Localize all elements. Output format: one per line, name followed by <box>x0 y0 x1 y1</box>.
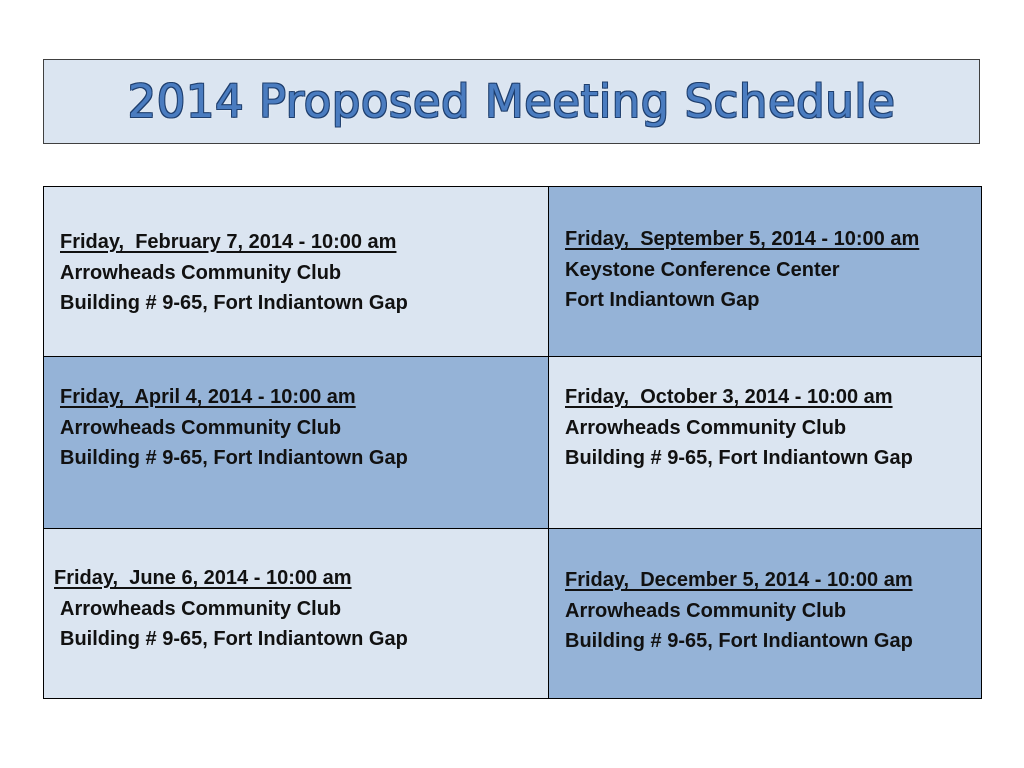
schedule-cell-april <box>44 357 549 529</box>
meeting-date: Friday, September 5, 2014 - 10:00 am <box>565 228 920 250</box>
meeting-venue: Keystone Conference Center <box>565 258 840 281</box>
meeting-venue: Arrowheads Community Club <box>565 416 847 439</box>
schedule-cell-september <box>549 187 981 357</box>
schedule-cell-december <box>549 529 981 698</box>
meeting-entry <box>565 224 919 316</box>
meeting-venue: Arrowheads Community Club <box>60 416 342 439</box>
page-title: 2014 Proposed Meeting Schedule <box>127 75 896 128</box>
schedule-cell-october <box>549 357 981 529</box>
meeting-date: Friday, February 7, 2014 - 10:00 am <box>60 231 397 253</box>
meeting-address: Building # 9-65, Fort Indiantown Gap <box>565 630 913 652</box>
meeting-venue: Arrowheads Community Club <box>60 597 342 620</box>
meeting-entry <box>60 382 408 474</box>
meeting-address: Building # 9-65, Fort Indiantown Gap <box>60 628 408 650</box>
meeting-address: Building # 9-65, Fort Indiantown Gap <box>60 292 408 314</box>
meeting-date: Friday, April 4, 2014 - 10:00 am <box>60 386 356 408</box>
meeting-venue: Arrowheads Community Club <box>565 599 847 622</box>
meeting-entry <box>565 382 913 474</box>
schedule-cell-june <box>44 529 549 698</box>
meeting-entry <box>54 563 408 655</box>
meeting-address: Building # 9-65, Fort Indiantown Gap <box>60 447 408 469</box>
title-banner <box>43 59 980 144</box>
meeting-address: Fort Indiantown Gap <box>565 289 760 311</box>
schedule-cell-february <box>44 187 549 357</box>
meeting-venue: Arrowheads Community Club <box>60 261 342 284</box>
meeting-date: Friday, June 6, 2014 - 10:00 am <box>54 567 352 589</box>
meeting-entry <box>565 565 913 657</box>
meeting-date: Friday, December 5, 2014 - 10:00 am <box>565 569 913 591</box>
meeting-entry <box>60 227 408 319</box>
meeting-date: Friday, October 3, 2014 - 10:00 am <box>565 386 893 408</box>
schedule-table <box>43 186 982 699</box>
meeting-address: Building # 9-65, Fort Indiantown Gap <box>565 447 913 469</box>
